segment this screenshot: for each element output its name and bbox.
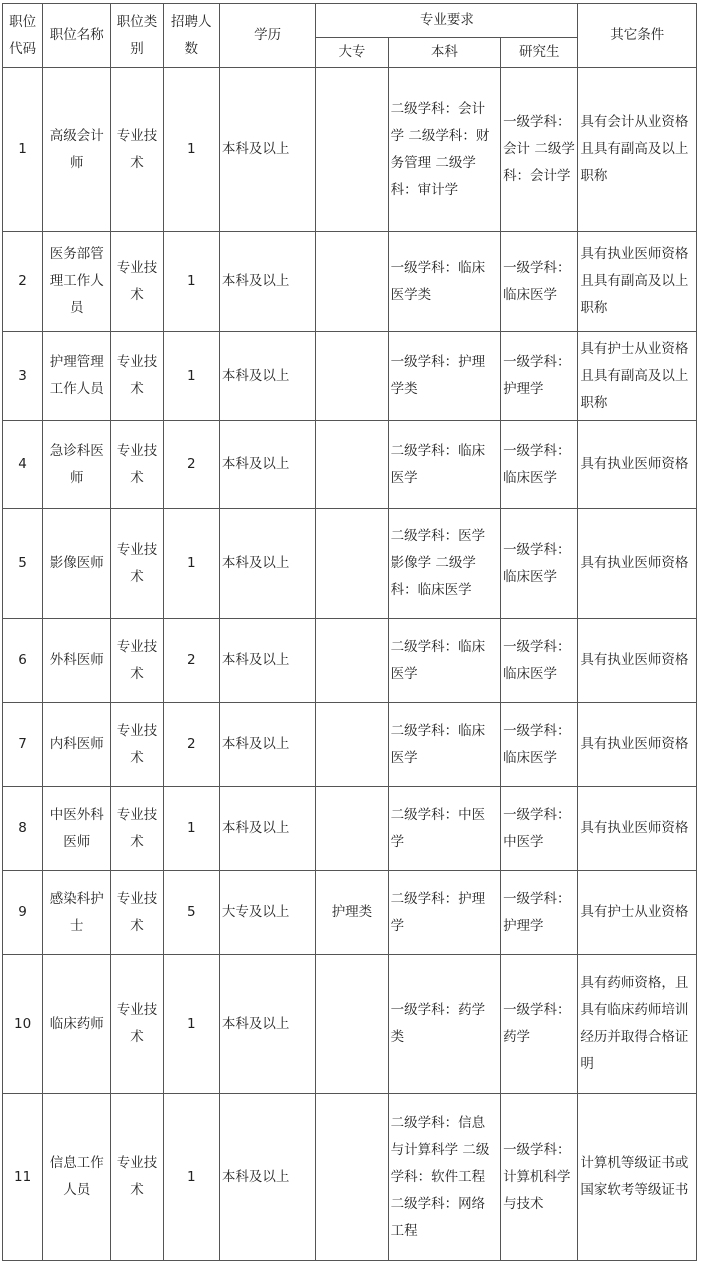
cell-category: 专业技术 bbox=[111, 619, 163, 703]
table-row bbox=[3, 1094, 697, 1261]
cell-name: 中医外科医师 bbox=[43, 787, 111, 871]
cell-bachelor: 二级学科：临床医学 bbox=[388, 703, 500, 787]
cell-count: 1 bbox=[163, 955, 219, 1094]
cell-bachelor: 二级学科：护理学 bbox=[388, 871, 500, 955]
cell-code: 6 bbox=[3, 619, 43, 703]
cell-other: 具有护士从业资格且具有副高及以上职称 bbox=[578, 332, 697, 421]
cell-education: 大专及以上 bbox=[219, 871, 315, 955]
cell-category: 专业技术 bbox=[111, 232, 163, 332]
header-category: 职位类别 bbox=[111, 4, 163, 68]
cell-college bbox=[316, 232, 388, 332]
header-major-group: 专业要求 bbox=[316, 4, 578, 38]
cell-bachelor: 一级学科：护理学类 bbox=[388, 332, 500, 421]
cell-graduate: 一级学科：护理学 bbox=[501, 332, 578, 421]
cell-category: 专业技术 bbox=[111, 955, 163, 1094]
cell-code: 4 bbox=[3, 421, 43, 509]
cell-other: 具有执业医师资格 bbox=[578, 787, 697, 871]
cell-category: 专业技术 bbox=[111, 703, 163, 787]
cell-graduate: 一级学科：中医学 bbox=[501, 787, 578, 871]
cell-code: 10 bbox=[3, 955, 43, 1094]
cell-graduate: 一级学科：临床医学 bbox=[501, 421, 578, 509]
cell-category: 专业技术 bbox=[111, 421, 163, 509]
cell-category: 专业技术 bbox=[111, 1094, 163, 1261]
cell-education: 本科及以上 bbox=[219, 332, 315, 421]
cell-count: 2 bbox=[163, 619, 219, 703]
cell-name: 临床药师 bbox=[43, 955, 111, 1094]
header-code: 职位代码 bbox=[3, 4, 43, 68]
cell-other: 具有执业医师资格 bbox=[578, 703, 697, 787]
cell-other: 具有护士从业资格 bbox=[578, 871, 697, 955]
table-row bbox=[3, 232, 697, 332]
cell-college bbox=[316, 619, 388, 703]
cell-name: 急诊科医师 bbox=[43, 421, 111, 509]
cell-graduate: 一级学科：临床医学 bbox=[501, 619, 578, 703]
header-education: 学历 bbox=[219, 4, 315, 68]
cell-education: 本科及以上 bbox=[219, 68, 315, 232]
cell-count: 2 bbox=[163, 421, 219, 509]
cell-bachelor: 二级学科：会计学 二级学科：财务管理 二级学科：审计学 bbox=[388, 68, 500, 232]
cell-count: 1 bbox=[163, 332, 219, 421]
header-college: 大专 bbox=[316, 38, 388, 68]
header-other: 其它条件 bbox=[578, 4, 697, 68]
cell-name: 外科医师 bbox=[43, 619, 111, 703]
cell-graduate: 一级学科：计算机科学与技术 bbox=[501, 1094, 578, 1261]
cell-education: 本科及以上 bbox=[219, 955, 315, 1094]
header-graduate: 研究生 bbox=[501, 38, 578, 68]
cell-bachelor: 一级学科：药学类 bbox=[388, 955, 500, 1094]
cell-count: 1 bbox=[163, 68, 219, 232]
cell-other: 具有药师资格，且具有临床药师培训经历并取得合格证明 bbox=[578, 955, 697, 1094]
table-row bbox=[3, 421, 697, 509]
cell-name: 高级会计师 bbox=[43, 68, 111, 232]
cell-college bbox=[316, 421, 388, 509]
cell-name: 影像医师 bbox=[43, 509, 111, 619]
cell-graduate: 一级学科：临床医学 bbox=[501, 232, 578, 332]
cell-other: 具有执业医师资格 bbox=[578, 421, 697, 509]
cell-education: 本科及以上 bbox=[219, 1094, 315, 1261]
cell-code: 3 bbox=[3, 332, 43, 421]
cell-college bbox=[316, 955, 388, 1094]
table-row bbox=[3, 787, 697, 871]
cell-code: 7 bbox=[3, 703, 43, 787]
cell-other: 具有执业医师资格且具有副高及以上职称 bbox=[578, 232, 697, 332]
cell-count: 1 bbox=[163, 509, 219, 619]
cell-college bbox=[316, 68, 388, 232]
cell-category: 专业技术 bbox=[111, 871, 163, 955]
cell-name: 护理管理工作人员 bbox=[43, 332, 111, 421]
table-row bbox=[3, 955, 697, 1094]
cell-other: 具有执业医师资格 bbox=[578, 619, 697, 703]
recruitment-table bbox=[2, 3, 697, 1261]
cell-education: 本科及以上 bbox=[219, 421, 315, 509]
cell-name: 内科医师 bbox=[43, 703, 111, 787]
cell-code: 5 bbox=[3, 509, 43, 619]
cell-college bbox=[316, 787, 388, 871]
cell-graduate: 一级学科：药学 bbox=[501, 955, 578, 1094]
table-row bbox=[3, 509, 697, 619]
cell-education: 本科及以上 bbox=[219, 787, 315, 871]
header-bachelor: 本科 bbox=[388, 38, 500, 68]
cell-bachelor: 二级学科：临床医学 bbox=[388, 421, 500, 509]
cell-category: 专业技术 bbox=[111, 509, 163, 619]
cell-code: 1 bbox=[3, 68, 43, 232]
cell-code: 9 bbox=[3, 871, 43, 955]
table-row bbox=[3, 703, 697, 787]
cell-education: 本科及以上 bbox=[219, 703, 315, 787]
cell-college bbox=[316, 1094, 388, 1261]
cell-category: 专业技术 bbox=[111, 332, 163, 421]
cell-other: 具有会计从业资格且具有副高及以上职称 bbox=[578, 68, 697, 232]
cell-count: 2 bbox=[163, 703, 219, 787]
cell-education: 本科及以上 bbox=[219, 509, 315, 619]
cell-other: 具有执业医师资格 bbox=[578, 509, 697, 619]
cell-count: 1 bbox=[163, 232, 219, 332]
cell-count: 5 bbox=[163, 871, 219, 955]
cell-category: 专业技术 bbox=[111, 787, 163, 871]
cell-graduate: 一级学科：护理学 bbox=[501, 871, 578, 955]
cell-college bbox=[316, 509, 388, 619]
cell-bachelor: 二级学科：中医学 bbox=[388, 787, 500, 871]
cell-other: 计算机等级证书或国家软考等级证书 bbox=[578, 1094, 697, 1261]
cell-name: 医务部管理工作人员 bbox=[43, 232, 111, 332]
cell-bachelor: 二级学科：信息与计算科学 二级学科：软件工程 二级学科：网络工程 bbox=[388, 1094, 500, 1261]
cell-code: 2 bbox=[3, 232, 43, 332]
header-name: 职位名称 bbox=[43, 4, 111, 68]
cell-graduate: 一级学科：临床医学 bbox=[501, 509, 578, 619]
table-row bbox=[3, 332, 697, 421]
cell-graduate: 一级学科：会计 二级学科：会计学 bbox=[501, 68, 578, 232]
cell-college: 护理类 bbox=[316, 871, 388, 955]
cell-bachelor: 一级学科：临床医学类 bbox=[388, 232, 500, 332]
cell-bachelor: 二级学科：临床医学 bbox=[388, 619, 500, 703]
cell-name: 信息工作人员 bbox=[43, 1094, 111, 1261]
header-count: 招聘人数 bbox=[163, 4, 219, 68]
cell-code: 11 bbox=[3, 1094, 43, 1261]
table-row bbox=[3, 68, 697, 232]
cell-count: 1 bbox=[163, 1094, 219, 1261]
cell-college bbox=[316, 703, 388, 787]
cell-code: 8 bbox=[3, 787, 43, 871]
table-row bbox=[3, 619, 697, 703]
cell-name: 感染科护士 bbox=[43, 871, 111, 955]
cell-education: 本科及以上 bbox=[219, 619, 315, 703]
cell-bachelor: 二级学科：医学影像学 二级学科：临床医学 bbox=[388, 509, 500, 619]
table-row bbox=[3, 871, 697, 955]
cell-count: 1 bbox=[163, 787, 219, 871]
cell-education: 本科及以上 bbox=[219, 232, 315, 332]
cell-college bbox=[316, 332, 388, 421]
cell-graduate: 一级学科：临床医学 bbox=[501, 703, 578, 787]
cell-category: 专业技术 bbox=[111, 68, 163, 232]
